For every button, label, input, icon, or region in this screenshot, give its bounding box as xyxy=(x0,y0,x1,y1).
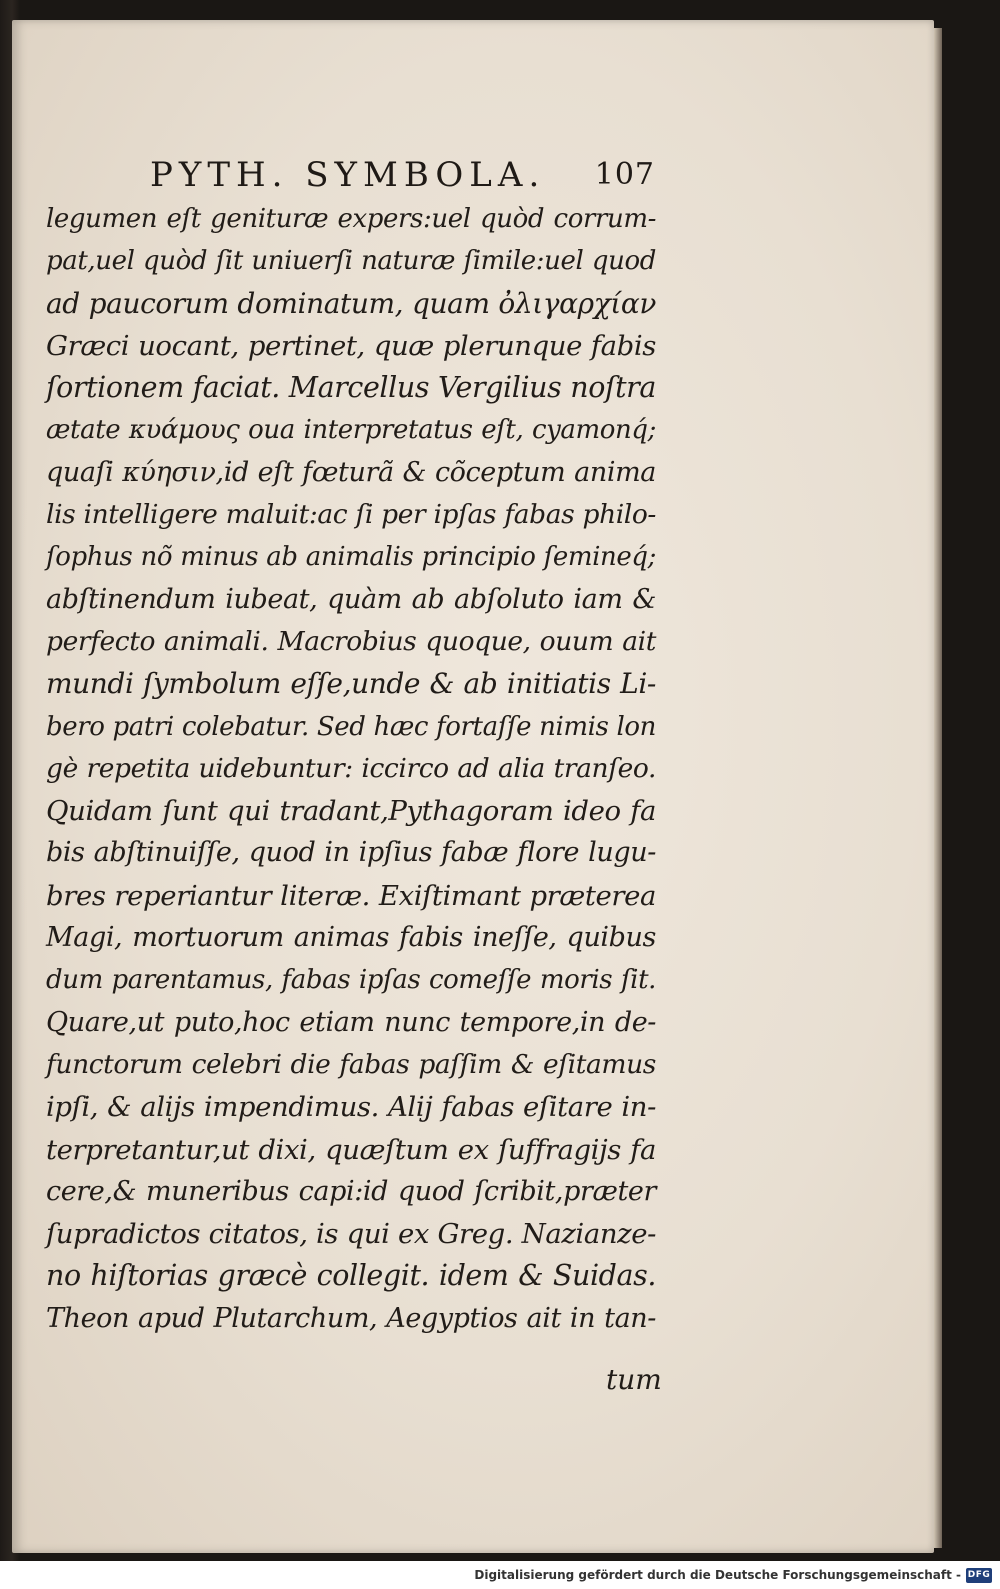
text-line: pat,uel quòd ſit uniuerſi naturæ ſimile:uel quod xyxy=(46,246,656,277)
text-line: Theon apud Plutarchum, Aegyptios ait in tan- xyxy=(46,1302,656,1334)
text-line: Quare,ut puto,hoc etiam nunc tempore,in de- xyxy=(46,1006,656,1038)
text-line: Quidam ſunt qui tradant,Pythagoram ideo fa xyxy=(46,795,656,828)
text-line: gè repetita uidebuntur: iccirco ad alia tranſeo. xyxy=(46,752,656,784)
text-line: ſophus nõ minus ab animalis principio ſemineq́; xyxy=(46,542,656,573)
digitization-credit xyxy=(474,1565,992,1585)
text-line: ſortionem faciat. Marcellus Vergilius noſtra xyxy=(46,371,656,405)
text-line: cere,& muneribus capi:id quod ſcribit,præter xyxy=(46,1175,656,1207)
text-line: no hiſtorias græcè collegit. idem & Suidas. xyxy=(46,1259,656,1293)
text-line: ſupradictos citatos, is qui ex Greg. Nazianze- xyxy=(46,1218,656,1251)
text-line: perfecto animali. Macrobius quoque, ouum ait xyxy=(46,625,656,657)
text-line: legumen eſt genituræ expers:uel quòd corrum- xyxy=(46,204,656,234)
text-line: functorum celebri die fabas paſſim & eſitamus xyxy=(46,1048,656,1080)
running-head-title: PYTH. SYMBOLA. xyxy=(150,155,546,195)
text-line: terpretantur,ut dixi, quæſtum ex ſuffragijs fa xyxy=(46,1133,656,1166)
text-line: ipſi, & alijs impendimus. Alij fabas eſitare in- xyxy=(46,1091,656,1124)
page-number: 107 xyxy=(594,157,655,192)
body-text xyxy=(46,198,656,1340)
catchword: tum xyxy=(606,1363,662,1396)
text-line: quaſi κύησιν,id eſt fœturã & cõceptum anima xyxy=(46,456,656,488)
text-line: mundi ſymbolum eſſe,unde & ab initiatis Li- xyxy=(46,667,656,701)
text-line: ad paucorum dominatum, quam ὀλιγαρχίαν xyxy=(46,286,656,320)
text-line: Græci uocant, pertinet, quæ plerunque fabis xyxy=(46,329,656,362)
text-line: ætate κυάμους oua interpretatus eſt, cyamonq́; xyxy=(46,415,656,446)
text-line: lis intelligere maluit:ac ſi per ipſas fabas philo- xyxy=(46,499,656,531)
dfg-logo: DFG xyxy=(966,1568,992,1583)
credit-text: Digitalisierung gefördert durch die Deutsche Forschungsgemeinschaft - xyxy=(474,1568,961,1582)
text-line: abſtinendum iubeat, quàm ab abſoluto iam & xyxy=(46,583,656,615)
text-line: Magi, mortuorum animas fabis ineſſe, quibus xyxy=(46,922,656,954)
text-line: bero patri colebatur. Sed hæc fortaſſe nimis lon xyxy=(46,711,656,742)
running-head xyxy=(150,155,655,199)
text-line: dum parentamus, fabas ipſas comeſſe moris ſit. xyxy=(46,965,656,996)
text-line: bis abſtinuiſſe, quod in ipſius fabæ flore lugu- xyxy=(46,837,656,869)
page-edge xyxy=(934,28,942,1548)
text-line: bres reperiantur literæ. Exiſtimant præterea xyxy=(46,879,656,912)
